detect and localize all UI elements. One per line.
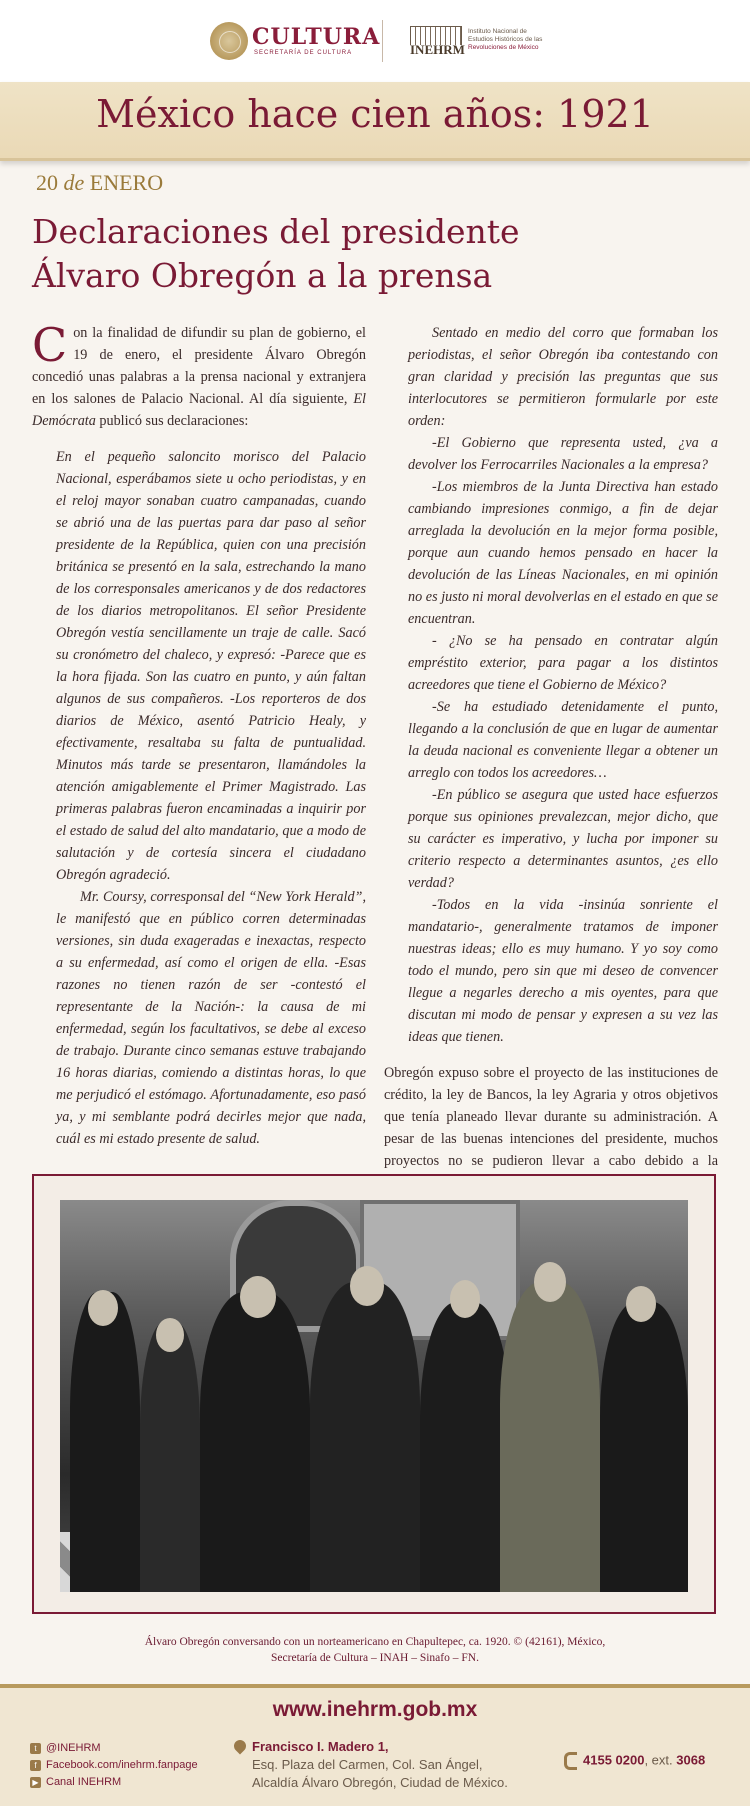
facebook-icon: f xyxy=(30,1760,41,1771)
photo-frame xyxy=(32,1174,716,1614)
twitter-link[interactable]: t @INEHRM xyxy=(30,1740,198,1757)
phone-number[interactable]: 4155 0200, ext. 3068 xyxy=(564,1752,705,1770)
date-month: ENERO xyxy=(89,170,164,195)
inehrm-logo-text: INEHRM xyxy=(410,42,465,57)
cultura-logo-subtitle: SECRETARÍA DE CULTURA xyxy=(254,50,353,56)
interview-paragraph-6: -En público se asegura que usted hace esfuerzos porque sus opiniones prevalezcan, mejor dicho, que su carácter es imperativo, y lucha por imponer su criterio respecto a determinantes asuntos, ¿es ello verdad? xyxy=(408,787,718,891)
site-header xyxy=(0,0,750,82)
youtube-link[interactable]: ▶ Canal INEHRM xyxy=(30,1774,198,1791)
newspaper-name: El Demócrata xyxy=(32,391,366,429)
interview-paragraph-4: - ¿No se ha pensado en contratar algún empréstito exterior, para pagar a los distintos acreedores que tiene el Gobierno de México? xyxy=(408,633,718,693)
address-block xyxy=(252,1738,508,1792)
map-pin-icon xyxy=(232,1738,249,1755)
interview-paragraph-3: -Los miembros de la Junta Directiva han estado cambiando impresiones conmigo, a fin de dejar arreglada la devolución en la mejor forma posible, porque aun cuando hemos pensado en hacer la devolución de las Líneas Nacionales, en mi opinión no es justo ni moral devolverlas en el estado en que se encuentran. xyxy=(408,479,718,627)
social-links xyxy=(30,1740,198,1791)
article-date xyxy=(36,170,163,196)
article-title: Declaraciones del presidente Álvaro Obregón a la prensa xyxy=(32,212,520,295)
closing-paragraph: Obregón expuso sobre el proyecto de las instituciones de crédito, la ley de Bancos, la ley Agraria y otros objetivos que tenía planeado llevar durante su administración. A pesar de las buenas intenciones del presidente, muchos proyectos no se pudieron llevar a cabo debido a la xyxy=(384,1065,718,1169)
facebook-link[interactable]: f Facebook.com/inehrm.fanpage xyxy=(30,1757,198,1774)
article-column-right xyxy=(384,322,718,1194)
inehrm-full-name: Instituto Nacional de Estudios Históricos de las Revoluciones de México xyxy=(468,28,543,51)
drop-cap: C xyxy=(32,318,68,372)
date-de: de xyxy=(63,170,85,195)
interview-paragraph-1: Sentado en medio del corro que formaban los periodistas, el señor Obregón iba contestando con gran claridad y precisión las preguntas que sus interlocutores se permitieron formularle por este orden: xyxy=(408,325,718,429)
quote-paragraph-2: Mr. Coursy, corresponsal del “New York Herald”, le manifestó que en público corren determinadas versiones, sin duda exageradas e inexactas, respecto a su enfermedad, así como el origen de ella. -Esas razones no tienen razón de ser -contestó el representante de la Nación-: la causa de mi enfermedad, según los facultativos, se debe al exceso de trabajo. Durante cinco semanas estuve trabajando 16 horas diarias, comiendo a distintas horas, lo que me perjudicó el estómago. Afortunadamente, eso pasó ya, y mi semblante podrá decirles mejor que nada, cuál es mi estado presente de salud. xyxy=(56,889,366,1147)
national-seal-icon xyxy=(210,22,248,60)
banner-title: México hace cien años: 1921 xyxy=(96,92,654,136)
twitter-icon: t xyxy=(30,1743,41,1754)
photo-caption: Álvaro Obregón conversando con un norteamericano en Chapultepec, ca. 1920. © (42161), México, Secretaría de Cultura – INAH – Sinafo – FN. xyxy=(144,1636,606,1664)
address-line-2: Esq. Plaza del Carmen, Col. San Ángel, xyxy=(252,1757,483,1772)
interview-paragraph-5: -Se ha estudiado detenidamente el punto, llegando a la conclusión de que en lugar de aumentar la deuda nacional es conveniente llegar a obtener un arreglo con todos los acreedores… xyxy=(408,699,718,781)
article-column-left xyxy=(32,318,366,1150)
interview-paragraph-2: -El Gobierno que representa usted, ¿va a devolver los Ferrocarriles Nacionales a la empresa? xyxy=(408,435,718,473)
interview-block xyxy=(384,322,718,1048)
phone-icon xyxy=(564,1752,577,1770)
intro-paragraph: Con la finalidad de difundir su plan de gobierno, el 19 de enero, el presidente Álvaro Obregón concedió unas palabras a la prensa nacional y extranjera en los salones de Palacio Nacional. Al día siguiente, El Demócrata publicó sus declaraciones: xyxy=(32,318,366,429)
address-line-3: Alcaldía Álvaro Obregón, Ciudad de México. xyxy=(252,1775,508,1790)
logo-divider xyxy=(382,20,383,62)
cultura-logo-text: CULTURA xyxy=(252,24,381,50)
interview-paragraph-7: -Todos en la vida -insinúa sonriente el mandatario-, generalmente tratamos de imponer nuestras ideas; ello es muy humano. Y yo soy como todo el mundo, pero sin que mi deseo de convencer llegue a negarles derecho a mis oyentes, para que discutan mi modo de pensar y expresen a su vez las ideas que tienen. xyxy=(408,897,718,1045)
address-street: Francisco I. Madero 1, xyxy=(252,1739,389,1754)
title-banner xyxy=(0,82,750,161)
website-link[interactable]: www.inehrm.gob.mx xyxy=(272,1698,478,1721)
youtube-icon: ▶ xyxy=(30,1777,41,1788)
site-footer xyxy=(0,1684,750,1806)
quote-paragraph-1: En el pequeño saloncito morisco del Palacio Nacional, esperábamos siete u ocho periodistas, y en el reloj mayor sonaban cuatro campanadas, cuando se abrió una de las puertas para dar paso al señor presidente de la República, quien con una precisión británica se presentó en la sala, estrechando la mano de los corresponsales americanos y de dos redactores de los diarios metropolitanos. El señor Presidente Obregón vestía sencillamente un traje de calle. Sacó su cronómetro del chaleco, y expresó: -Parece que es la hora fijada. Son las cuatro en punto, y aún faltan algunos de sus compañeros. -Los reporteros de dos diarios de México, asentó Patricio Healy, y efectivamente, resaltaba su falta de puntualidad. Minutos más tarde se presentaron, llamándoles la atención amigablemente el Primer Magistrado. Las primeras palabras fueron encaminadas a inquirir por el estado de salud del alto mandatario, que a modo de salutación y de cortesía sincera el ciudadano Obregón agradeció. xyxy=(56,449,366,883)
historical-photo xyxy=(60,1200,688,1592)
date-day: 20 xyxy=(36,170,58,195)
